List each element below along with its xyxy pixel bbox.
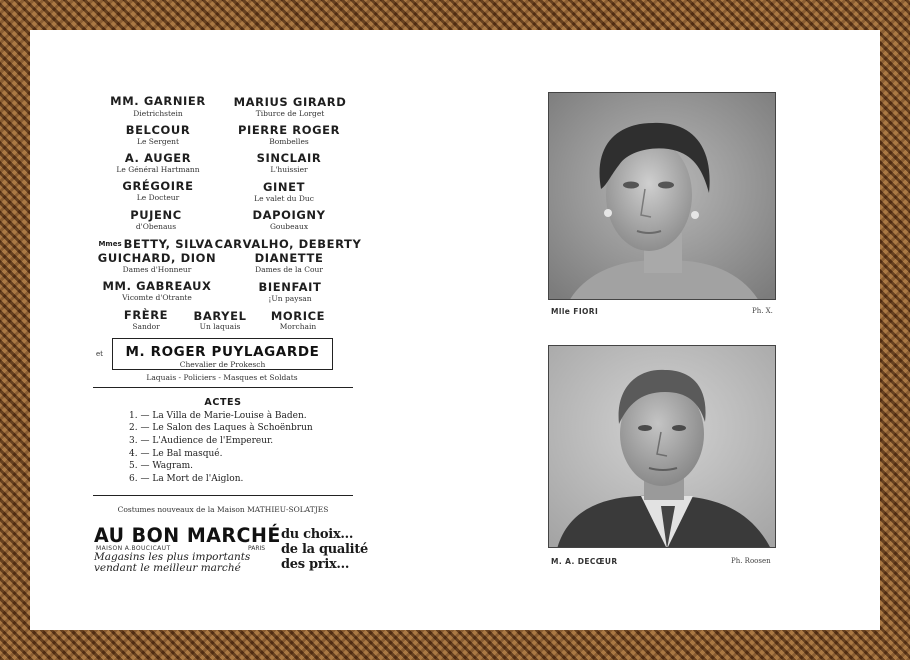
act-dash: —: [140, 436, 150, 446]
featured-role: Chevalier de Prokesch: [179, 360, 266, 369]
photo-caption: M. A. DECŒUR: [551, 557, 618, 566]
cast-role: d'Obenaus: [135, 222, 177, 231]
act-dash: —: [140, 411, 150, 421]
photo-credit: Ph. Roosen: [731, 557, 771, 565]
costumes-note: Costumes nouveaux de la Maison MATHIEU-SOLATJES: [117, 505, 329, 514]
featured-prefix: et: [96, 350, 103, 358]
photo-caption: Mlle FIORI: [551, 307, 599, 316]
ad-slogan: des prix...: [281, 557, 350, 572]
act-dash: —: [140, 449, 150, 459]
cast-name: MM. GARNIER: [110, 94, 206, 108]
portrait-photo-fiori: [548, 92, 776, 300]
cast-role: Morchain: [279, 322, 317, 331]
cast-name: DIANETTE: [254, 251, 324, 265]
act-text: La Villa de Marie-Louise à Baden.: [152, 411, 307, 421]
extras-line: Laquais - Policiers - Masques et Soldats: [146, 373, 298, 382]
act-number: 6.: [129, 474, 138, 484]
featured-name: M. ROGER PUYLAGARDE: [125, 344, 320, 360]
act-dash: —: [140, 461, 150, 471]
ad-slogan: du choix...: [281, 527, 354, 542]
ad-tagline: vendant le meilleur marché: [94, 562, 241, 574]
ad-tagline: Magasins les plus importants: [94, 551, 251, 563]
act-number: 4.: [129, 449, 138, 459]
programme-page: [30, 30, 880, 630]
ad-subtitle: MAISON A.BOUCICAUT: [96, 545, 171, 552]
portrait-image: [549, 346, 776, 548]
cast-name: SINCLAIR: [256, 151, 322, 165]
cast-role: ¡Un paysan: [268, 294, 312, 303]
cast-name: BELCOUR: [125, 123, 191, 137]
act-dash: —: [140, 474, 150, 484]
cast-name-text: BETTY, SILVA: [123, 237, 214, 251]
cast-name: GUICHARD, DION: [97, 251, 217, 265]
portrait-image: [549, 93, 776, 300]
act-item: [129, 423, 313, 433]
cast-name: BARYEL: [193, 309, 247, 323]
act-item: [129, 461, 193, 471]
act-number: 5.: [129, 461, 138, 471]
act-number: 1.: [129, 411, 138, 421]
acts-title: ACTES: [204, 397, 242, 408]
cast-role: Le Général Hartmann: [116, 165, 200, 174]
cast-role: Sandor: [132, 322, 160, 331]
cast-role: Dietrichstein: [133, 109, 183, 118]
cast-role: Dames de la Cour: [255, 265, 323, 274]
act-text: Le Salon des Laques à Schoënbrun: [152, 423, 313, 433]
cast-name: CARVALHO, DEBERTY: [214, 237, 362, 251]
act-text: Le Bal masqué.: [152, 449, 223, 459]
act-item: [129, 436, 273, 446]
cast-name: GRÉGOIRE: [122, 179, 194, 193]
cast-name: BIENFAIT: [258, 280, 322, 294]
cast-name: A. AUGER: [124, 151, 192, 165]
cast-name: PIERRE ROGER: [237, 123, 341, 137]
cast-role: Dames d'Honneur: [122, 265, 192, 274]
cast-role: L'huissier: [270, 165, 308, 174]
ad-slogan: de la qualité: [281, 542, 368, 557]
cast-role: Vicomte d'Otrante: [122, 293, 192, 302]
cast-name: MARIUS GIRARD: [233, 95, 347, 109]
cast-role: Bombelles: [269, 137, 309, 146]
act-text: Wagram.: [152, 461, 194, 471]
ad-brand: AU BON MARCHÉ: [94, 524, 281, 548]
act-number: 3.: [129, 436, 138, 446]
cast-role: Le Sergent: [136, 137, 180, 146]
act-item: [129, 449, 223, 459]
photo-credit: Ph. X.: [752, 307, 773, 315]
cast-name: PUJENC: [130, 208, 182, 222]
cast-name: GINET: [262, 180, 306, 194]
cast-role: Un laquais: [199, 322, 241, 331]
portrait-photo-decoeur: [548, 345, 776, 548]
cast-name: [98, 237, 213, 251]
divider: [93, 387, 353, 388]
cast-name: DAPOIGNY: [252, 208, 326, 222]
cast-name: MM. GABREAUX: [102, 279, 212, 293]
featured-cast-box: [112, 338, 333, 370]
divider: [93, 495, 353, 496]
act-text: L'Audience de l'Empereur.: [152, 436, 274, 446]
cast-name: FRÈRE: [123, 308, 169, 322]
act-dash: —: [140, 423, 150, 433]
cast-role: Tiburce de Lorget: [255, 109, 325, 118]
act-number: 2.: [129, 423, 138, 433]
act-item: [129, 474, 243, 484]
ad-city: PARIS: [248, 545, 266, 552]
act-text: La Mort de l'Aiglon.: [152, 474, 244, 484]
bon-marche-advertisement: [94, 524, 368, 574]
cast-name: MORICE: [270, 309, 326, 323]
cast-role: Le valet du Duc: [254, 194, 314, 203]
cast-prefix: Mmes: [98, 240, 122, 248]
cast-role: Goubeaux: [269, 222, 309, 231]
cast-role: Le Docteur: [136, 193, 180, 202]
act-item: [129, 411, 307, 421]
